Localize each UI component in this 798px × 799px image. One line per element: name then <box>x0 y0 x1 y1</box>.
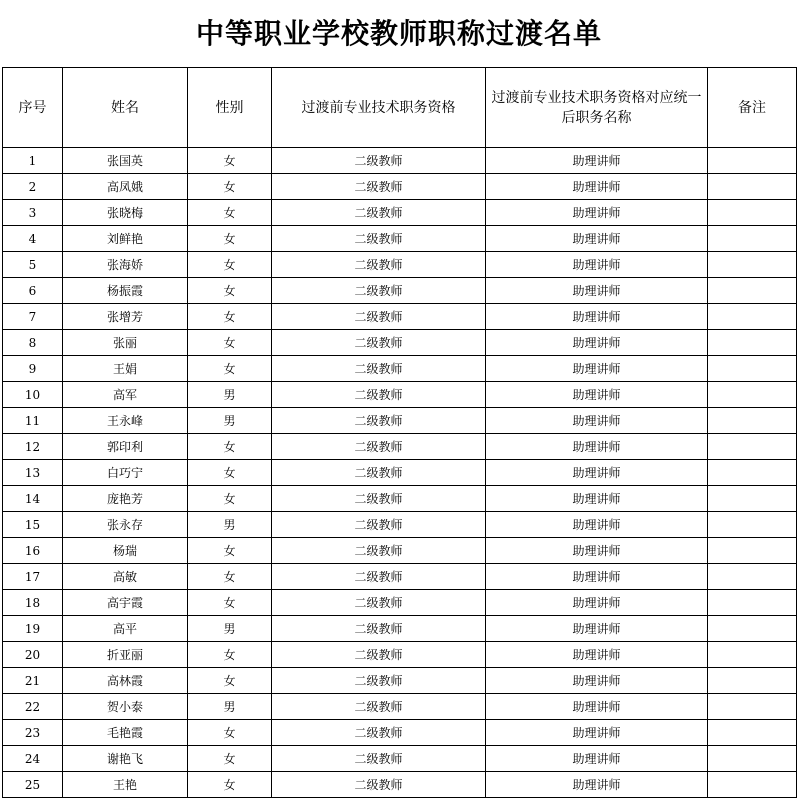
table-row <box>3 642 797 668</box>
cell-serial-number: 1 <box>3 148 63 174</box>
cell-gender: 女 <box>188 564 272 590</box>
cell-serial-number: 7 <box>3 304 63 330</box>
cell-gender: 女 <box>188 642 272 668</box>
cell-gender: 女 <box>188 174 272 200</box>
cell-remarks <box>708 356 797 382</box>
cell-remarks <box>708 720 797 746</box>
cell-serial-number: 5 <box>3 252 63 278</box>
cell-serial-number: 4 <box>3 226 63 252</box>
cell-remarks <box>708 772 797 798</box>
cell-unified-title: 助理讲师 <box>486 460 708 486</box>
cell-unified-title: 助理讲师 <box>486 564 708 590</box>
cell-serial-number: 14 <box>3 486 63 512</box>
table-row <box>3 382 797 408</box>
cell-unified-title: 助理讲师 <box>486 252 708 278</box>
cell-gender: 女 <box>188 746 272 772</box>
cell-unified-title: 助理讲师 <box>486 356 708 382</box>
cell-serial-number: 12 <box>3 434 63 460</box>
table-row <box>3 460 797 486</box>
cell-name: 高凤娥 <box>63 174 188 200</box>
table-row <box>3 252 797 278</box>
cell-unified-title: 助理讲师 <box>486 434 708 460</box>
cell-unified-title: 助理讲师 <box>486 408 708 434</box>
cell-gender: 女 <box>188 486 272 512</box>
cell-remarks <box>708 668 797 694</box>
table-row <box>3 304 797 330</box>
cell-serial-number: 22 <box>3 694 63 720</box>
cell-remarks <box>708 590 797 616</box>
cell-gender: 女 <box>188 278 272 304</box>
cell-remarks <box>708 148 797 174</box>
cell-name: 毛艳霞 <box>63 720 188 746</box>
cell-name: 高平 <box>63 616 188 642</box>
cell-gender: 女 <box>188 148 272 174</box>
cell-unified-title: 助理讲师 <box>486 486 708 512</box>
table-row <box>3 746 797 772</box>
cell-name: 张海娇 <box>63 252 188 278</box>
table-row <box>3 408 797 434</box>
cell-serial-number: 17 <box>3 564 63 590</box>
cell-unified-title: 助理讲师 <box>486 616 708 642</box>
cell-remarks <box>708 382 797 408</box>
header-unified-title: 过渡前专业技术职务资格对应统一后职务名称 <box>486 68 708 148</box>
cell-name: 杨振霞 <box>63 278 188 304</box>
cell-remarks <box>708 330 797 356</box>
cell-unified-title: 助理讲师 <box>486 772 708 798</box>
cell-prior-qualification: 二级教师 <box>272 408 486 434</box>
cell-name: 庞艳芳 <box>63 486 188 512</box>
table-row <box>3 174 797 200</box>
cell-serial-number: 9 <box>3 356 63 382</box>
cell-serial-number: 20 <box>3 642 63 668</box>
cell-prior-qualification: 二级教师 <box>272 252 486 278</box>
cell-name: 贺小泰 <box>63 694 188 720</box>
header-prior-qualification: 过渡前专业技术职务资格 <box>272 68 486 148</box>
cell-unified-title: 助理讲师 <box>486 148 708 174</box>
cell-remarks <box>708 616 797 642</box>
cell-prior-qualification: 二级教师 <box>272 564 486 590</box>
cell-name: 高军 <box>63 382 188 408</box>
table-row <box>3 512 797 538</box>
cell-unified-title: 助理讲师 <box>486 590 708 616</box>
cell-remarks <box>708 226 797 252</box>
cell-serial-number: 25 <box>3 772 63 798</box>
cell-gender: 女 <box>188 434 272 460</box>
table-row <box>3 616 797 642</box>
table-row <box>3 564 797 590</box>
cell-remarks <box>708 642 797 668</box>
cell-gender: 男 <box>188 382 272 408</box>
cell-unified-title: 助理讲师 <box>486 694 708 720</box>
cell-gender: 男 <box>188 616 272 642</box>
cell-name: 王娟 <box>63 356 188 382</box>
cell-name: 高敏 <box>63 564 188 590</box>
table-row <box>3 278 797 304</box>
cell-gender: 男 <box>188 512 272 538</box>
cell-serial-number: 23 <box>3 720 63 746</box>
cell-remarks <box>708 252 797 278</box>
cell-serial-number: 6 <box>3 278 63 304</box>
cell-serial-number: 24 <box>3 746 63 772</box>
cell-remarks <box>708 486 797 512</box>
cell-unified-title: 助理讲师 <box>486 382 708 408</box>
table-body <box>3 148 797 798</box>
table-header-row <box>3 68 797 148</box>
cell-serial-number: 15 <box>3 512 63 538</box>
cell-unified-title: 助理讲师 <box>486 720 708 746</box>
cell-gender: 女 <box>188 330 272 356</box>
cell-prior-qualification: 二级教师 <box>272 200 486 226</box>
cell-serial-number: 10 <box>3 382 63 408</box>
table-row <box>3 694 797 720</box>
cell-prior-qualification: 二级教师 <box>272 538 486 564</box>
cell-gender: 女 <box>188 252 272 278</box>
table-row <box>3 200 797 226</box>
cell-remarks <box>708 434 797 460</box>
cell-serial-number: 11 <box>3 408 63 434</box>
teacher-roster-table <box>2 67 797 798</box>
cell-gender: 女 <box>188 720 272 746</box>
header-serial-number: 序号 <box>3 68 63 148</box>
cell-serial-number: 13 <box>3 460 63 486</box>
cell-remarks <box>708 200 797 226</box>
table-row <box>3 434 797 460</box>
cell-gender: 男 <box>188 408 272 434</box>
table-row <box>3 590 797 616</box>
cell-prior-qualification: 二级教师 <box>272 486 486 512</box>
cell-prior-qualification: 二级教师 <box>272 746 486 772</box>
cell-remarks <box>708 512 797 538</box>
cell-name: 白巧宁 <box>63 460 188 486</box>
cell-prior-qualification: 二级教师 <box>272 694 486 720</box>
cell-gender: 女 <box>188 668 272 694</box>
table-row <box>3 226 797 252</box>
cell-gender: 女 <box>188 200 272 226</box>
cell-unified-title: 助理讲师 <box>486 174 708 200</box>
cell-name: 刘鲜艳 <box>63 226 188 252</box>
cell-prior-qualification: 二级教师 <box>272 590 486 616</box>
document-title: 中等职业学校教师职称过渡名单 <box>195 17 602 50</box>
cell-serial-number: 18 <box>3 590 63 616</box>
cell-name: 郭印利 <box>63 434 188 460</box>
cell-unified-title: 助理讲师 <box>486 746 708 772</box>
cell-gender: 女 <box>188 538 272 564</box>
cell-serial-number: 2 <box>3 174 63 200</box>
cell-unified-title: 助理讲师 <box>486 278 708 304</box>
cell-name: 高宇霞 <box>63 590 188 616</box>
table-row <box>3 772 797 798</box>
cell-unified-title: 助理讲师 <box>486 538 708 564</box>
cell-remarks <box>708 304 797 330</box>
table-row <box>3 538 797 564</box>
cell-unified-title: 助理讲师 <box>486 668 708 694</box>
cell-prior-qualification: 二级教师 <box>272 304 486 330</box>
cell-name: 王永峰 <box>63 408 188 434</box>
cell-serial-number: 16 <box>3 538 63 564</box>
cell-prior-qualification: 二级教师 <box>272 148 486 174</box>
cell-prior-qualification: 二级教师 <box>272 772 486 798</box>
cell-name: 张晓梅 <box>63 200 188 226</box>
cell-remarks <box>708 174 797 200</box>
table-row <box>3 720 797 746</box>
cell-prior-qualification: 二级教师 <box>272 356 486 382</box>
cell-serial-number: 19 <box>3 616 63 642</box>
cell-unified-title: 助理讲师 <box>486 330 708 356</box>
cell-name: 王艳 <box>63 772 188 798</box>
cell-prior-qualification: 二级教师 <box>272 434 486 460</box>
cell-serial-number: 3 <box>3 200 63 226</box>
cell-prior-qualification: 二级教师 <box>272 330 486 356</box>
cell-unified-title: 助理讲师 <box>486 226 708 252</box>
cell-serial-number: 21 <box>3 668 63 694</box>
table-row <box>3 668 797 694</box>
cell-remarks <box>708 278 797 304</box>
cell-remarks <box>708 694 797 720</box>
cell-remarks <box>708 460 797 486</box>
header-name: 姓名 <box>63 68 188 148</box>
cell-prior-qualification: 二级教师 <box>272 174 486 200</box>
cell-name: 张增芳 <box>63 304 188 330</box>
cell-remarks <box>708 564 797 590</box>
table-row <box>3 356 797 382</box>
cell-gender: 男 <box>188 694 272 720</box>
cell-prior-qualification: 二级教师 <box>272 278 486 304</box>
header-remarks: 备注 <box>708 68 797 148</box>
cell-prior-qualification: 二级教师 <box>272 642 486 668</box>
table-row <box>3 330 797 356</box>
cell-unified-title: 助理讲师 <box>486 304 708 330</box>
cell-name: 高林霞 <box>63 668 188 694</box>
cell-gender: 女 <box>188 226 272 252</box>
cell-unified-title: 助理讲师 <box>486 642 708 668</box>
cell-name: 张丽 <box>63 330 188 356</box>
cell-prior-qualification: 二级教师 <box>272 720 486 746</box>
cell-prior-qualification: 二级教师 <box>272 226 486 252</box>
cell-remarks <box>708 538 797 564</box>
cell-gender: 女 <box>188 304 272 330</box>
cell-prior-qualification: 二级教师 <box>272 668 486 694</box>
table-row <box>3 148 797 174</box>
cell-prior-qualification: 二级教师 <box>272 460 486 486</box>
cell-remarks <box>708 408 797 434</box>
cell-prior-qualification: 二级教师 <box>272 616 486 642</box>
cell-gender: 女 <box>188 772 272 798</box>
cell-unified-title: 助理讲师 <box>486 512 708 538</box>
table-row <box>3 486 797 512</box>
cell-name: 折亚丽 <box>63 642 188 668</box>
cell-remarks <box>708 746 797 772</box>
header-gender: 性别 <box>188 68 272 148</box>
cell-prior-qualification: 二级教师 <box>272 512 486 538</box>
cell-prior-qualification: 二级教师 <box>272 382 486 408</box>
cell-name: 谢艳飞 <box>63 746 188 772</box>
cell-name: 张永存 <box>63 512 188 538</box>
cell-gender: 女 <box>188 356 272 382</box>
cell-unified-title: 助理讲师 <box>486 200 708 226</box>
cell-name: 杨瑞 <box>63 538 188 564</box>
cell-serial-number: 8 <box>3 330 63 356</box>
cell-name: 张国英 <box>63 148 188 174</box>
cell-gender: 女 <box>188 460 272 486</box>
cell-gender: 女 <box>188 590 272 616</box>
